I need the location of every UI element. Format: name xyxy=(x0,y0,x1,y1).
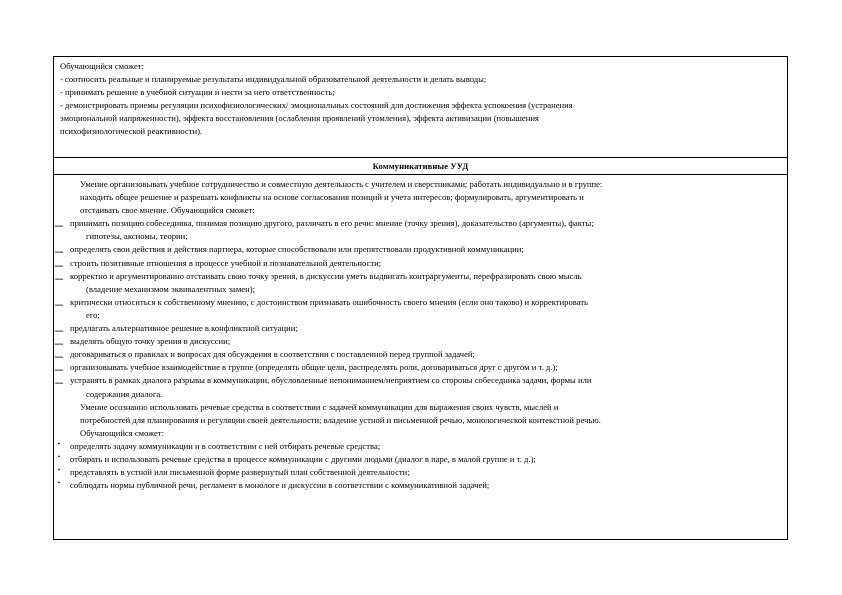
text-line: Обучающийся сможет: xyxy=(80,427,164,438)
text-line: организовывать учебное взаимодействие в группе (определять общие цели, распределять роли, договариваться друг с другом и т. д.); xyxy=(70,362,558,373)
bullet-dash-icon: – xyxy=(55,217,63,235)
list-item xyxy=(55,348,781,366)
dot-list xyxy=(57,439,781,492)
bullet-dash-icon: – xyxy=(55,243,63,261)
text-line: Обучающийся сможет: xyxy=(60,61,144,71)
text-line: корректно и аргументированно отстаивать свою точку зрения, в дискуссии уметь выдвигать контраргументы, перефразировать свою мысль xyxy=(70,270,582,281)
text-line: определять свои действия и действия партнера, которые способствовали или препятствовали продуктивной коммуникации; xyxy=(70,244,524,255)
text-line: Умение организовывать учебное сотрудничество и совместную деятельность с учителем и сверстниками; работать индивидуально и в группе: xyxy=(80,179,603,189)
intro-paragraph-1 xyxy=(64,178,781,217)
list-item xyxy=(57,452,781,466)
bullet-dot-icon: • xyxy=(57,479,61,488)
regulatory-outcomes-cell xyxy=(54,57,787,158)
list-item xyxy=(55,335,781,353)
list-item xyxy=(57,466,781,479)
text-line: критически относиться к собственному мнению, с достоинством признавать ошибочность своего мнения (если оно таково) и корректировать xyxy=(70,296,588,307)
bullet-dot-icon: • xyxy=(57,452,61,461)
text-line: - принимать решение в учебной ситуации и нести за него ответственность; xyxy=(60,87,335,98)
text-line: строить позитивные отношения в процессе учебной и познавательной деятельности; xyxy=(70,257,382,268)
bullet-dash-icon: – xyxy=(55,335,63,353)
bullet-dot-icon: • xyxy=(57,466,61,475)
bullet-dash-icon: – xyxy=(55,322,63,340)
uud-table xyxy=(53,56,788,540)
text-line: определять задачу коммуникации и в соответствии с ней отбирать речевые средства; xyxy=(70,440,381,451)
bullet-dash-icon: – xyxy=(55,256,63,274)
dash-list xyxy=(55,217,781,400)
list-item xyxy=(55,217,781,243)
bullet-dash-icon: – xyxy=(55,361,63,379)
text-line: устранять в рамках диалога разрывы в коммуникации, обусловленные непониманием/неприятием со стороны собеседника задачи, формы или xyxy=(70,375,592,386)
list-item xyxy=(55,374,781,400)
list-item xyxy=(55,295,781,322)
text-line: - демонстрировать приемы регуляции психофизиологических/ эмоциональных состояний для достижения эффекта успокоения (устранения xyxy=(60,100,573,111)
text-line: предлагать альтернативное решение в конфликтной ситуации; xyxy=(70,323,298,334)
text-line: Умение осознанно использовать речевые средства в соответствии с задачей коммуникации для выражения своих чувств, мыслей и xyxy=(80,401,559,412)
text-line: потребностей для планирования и регуляции своей деятельности; владение устной и письменной речью, монологической контекстной речью. xyxy=(80,414,601,425)
text-line: выделять общую точку зрения в дискуссии; xyxy=(70,336,231,347)
communicative-content-cell xyxy=(54,175,787,539)
bullet-dash-icon: – xyxy=(55,295,63,313)
list-item xyxy=(55,322,781,340)
bullet-dot-icon: • xyxy=(57,439,61,448)
bullet-dash-icon: – xyxy=(55,348,63,366)
section-header: Коммуникативные УУД xyxy=(54,158,787,175)
bullet-dash-icon: – xyxy=(55,374,63,392)
text-line: его; xyxy=(86,309,100,320)
text-line: договариваться о правилах и вопросах для обсуждения в соответствии с поставленной перед группой задачей; xyxy=(70,349,475,360)
text-line: соблюдать нормы публичной речи, регламент в монологе и дискуссии в соответствии с коммуникативной задачей; xyxy=(70,480,490,491)
text-line: психофизиологической реактивности). xyxy=(60,126,203,137)
list-item xyxy=(57,439,781,453)
text-line: представлять в устной или письменной форме развернутый план собственной деятельности; xyxy=(70,467,410,478)
list-item xyxy=(55,243,781,261)
text-line: гипотезы, аксиомы, теории; xyxy=(86,231,188,242)
text-line: находить общее решение и разрешать конфликты на основе согласования позиций и учета интересов; формулировать, аргументировать и xyxy=(80,192,584,203)
text-line: эмоциональной напряженности), эффекта восстановления (ослабления проявлений утомления), эффекта активизации (повышения xyxy=(60,113,539,124)
text-line: (владение механизмом эквивалентных замен); xyxy=(86,283,255,294)
bullet-dash-icon: – xyxy=(55,269,63,287)
text-line: отстаивать свое мнение. Обучающийся сможет: xyxy=(80,205,255,216)
list-item xyxy=(55,361,781,379)
text-line: принимать позицию собеседника, понимая позицию другого, различать в его речи: мнение (точку зрения), доказательство (аргументы), факты; xyxy=(70,218,594,229)
list-item xyxy=(57,479,781,492)
text-line: содержания диалога. xyxy=(86,388,163,399)
text-line: - соотносить реальные и планируемые результаты индивидуальной образовательной деятельности и делать выводы; xyxy=(60,74,487,85)
list-item xyxy=(55,256,781,274)
intro-paragraph-2 xyxy=(64,401,781,440)
list-item xyxy=(55,269,781,296)
text-line: отбирать и использовать речевые средства в процессе коммуникации с другими людьми (диалог в паре, в малой группе и т. д.); xyxy=(70,453,536,464)
